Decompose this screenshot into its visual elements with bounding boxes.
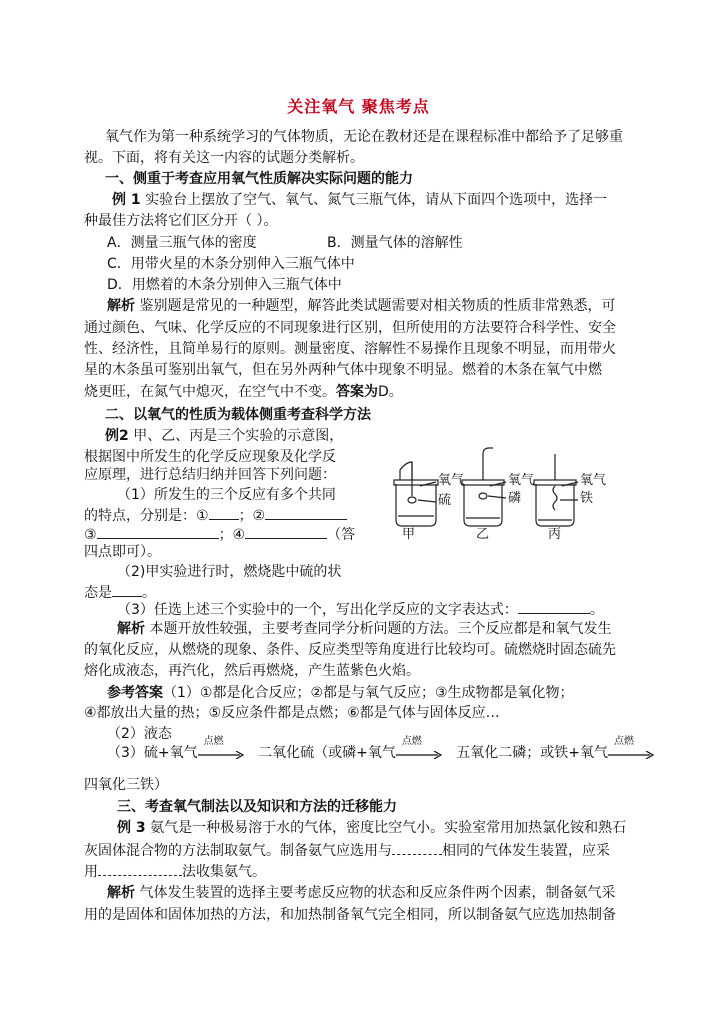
- example-2-question-line-2: 根据图中所发生的化学反应现象及化学反: [84, 449, 336, 465]
- reaction-arrow-1: [198, 736, 244, 760]
- equation-continuation: 四氧化三铁）: [84, 777, 168, 793]
- example-3-question-text: 氨气是一种极易溶于水的气体，密度比空气小。实验室常用加热氯化铵和熟石: [150, 820, 627, 836]
- q1-prompt: 的特点，分别是：①: [84, 508, 209, 524]
- reference-answer-label: 参考答案: [107, 685, 163, 701]
- blank-6[interactable]: [518, 599, 590, 614]
- analysis-2-line-2: 的氧化反应，从燃烧的现象、条件、反应类型等角度进行比较均可。硫燃烧时固态硫先: [84, 642, 616, 658]
- example-1-question-line-2: 种最佳方法将它们区分开（ ）。: [84, 213, 278, 229]
- example-3-question-line-2: [84, 840, 610, 860]
- example-2-question-text: 甲、乙、丙是三个实验的示意图，: [133, 428, 344, 444]
- figure-caption-jia: 甲: [402, 527, 416, 542]
- page-title: 关注氧气 聚焦考点: [287, 97, 430, 116]
- q2-prompt: 态是: [84, 585, 112, 601]
- intro-line-1: 氧气作为第一种系统学习的气体物质，无论在教材还是在课程标准中都给予了足够重: [105, 129, 623, 145]
- q1-line-3: [84, 524, 355, 544]
- blank-5[interactable]: [112, 582, 142, 597]
- analysis-3-label: 解析: [107, 885, 135, 901]
- reaction-condition-1: 点燃: [203, 736, 224, 747]
- option-a: A．测量三瓶气体的密度: [107, 235, 257, 251]
- answer-label: 答案为: [336, 384, 378, 400]
- section-2-heading: 二、以氧气的性质为载体侧重考查科学方法: [105, 407, 371, 423]
- analysis-1-line-2: 通过颜色、气味、化学反应的不同现象进行区别，但所使用的方法要符合科学性、安全: [84, 320, 616, 336]
- section-1-heading: 一、侧重于考查应用氧气性质解决实际问题的能力: [105, 171, 413, 187]
- intro-line-2: 视。下面，将有关这一内容的试题分类解析。: [84, 150, 364, 166]
- figure-caption-yi: 乙: [476, 527, 490, 542]
- q2-end: 。: [142, 585, 156, 601]
- answer-value: D。: [378, 384, 403, 400]
- analysis-1-text: 鉴别题是常见的一种题型，解答此类试题需要对相关物质的性质非常熟悉，可: [139, 298, 616, 314]
- reference-answer-line-1: [107, 684, 574, 702]
- reference-answer-2: （2）液态: [107, 726, 172, 742]
- option-c: C．用带火星的木条分别伸入三瓶气体中: [107, 256, 355, 272]
- example-2-label: 例2: [105, 428, 129, 444]
- example-1-label: 例 1: [112, 192, 141, 208]
- q1-line-1: （1）所发生的三个反应有多个共同: [117, 487, 336, 503]
- equation-reactants-2: 二氧化硫（或磷+氧气: [258, 745, 396, 761]
- reaction-condition-2: 点燃: [401, 736, 422, 747]
- q3-line: [117, 599, 604, 619]
- analysis-2-text: 本题开放性较强，主要考查同学分析问题的方法。三个反应都是和氧气发生: [149, 621, 612, 637]
- q1-sep-3: ③: [84, 527, 97, 543]
- experiment-figure: [388, 446, 618, 546]
- reaction-arrow-2: [396, 736, 442, 760]
- figure-label-iron: 铁: [580, 491, 594, 506]
- blank-8[interactable]: [98, 861, 182, 876]
- reaction-condition-3: 点燃: [614, 736, 635, 747]
- analysis-3-line-1: [107, 884, 615, 902]
- blank-3[interactable]: [97, 524, 219, 539]
- example-2-question-line-3: 应原理，进行总结归纳并回答下列问题：: [84, 467, 336, 483]
- q3-end: 。: [589, 602, 604, 618]
- option-d: D．用燃着的木条分别伸入三瓶气体中: [107, 277, 342, 293]
- figure-label-o2-bing: 氧气: [580, 473, 607, 488]
- analysis-1-line-1: [107, 297, 615, 315]
- section-3-heading: 三、考查氧气制法以及知识和方法的迁移能力: [117, 799, 397, 815]
- example-3-question-c: 相同的气体发生装置，应采: [442, 843, 610, 859]
- analysis-1-line-3: 性、经济性，且简单易行的原则。测量密度、溶解性不易操作且现象不明显，而用带火: [84, 341, 616, 357]
- analysis-1-label: 解析: [107, 298, 135, 314]
- analysis-1-line-4: 星的木条虽可鉴别出氧气，但在另外两种气体中现象不明显。燃着的木条在氧气中燃: [84, 362, 602, 378]
- q1-line-2: [84, 505, 347, 525]
- example-3-label: 例 3: [117, 820, 146, 836]
- example-1-question-text: 实验台上摆放了空气、氧气、氮气三瓶气体，请从下面四个选项中，选择一: [145, 192, 608, 208]
- equation-line: [107, 736, 654, 766]
- example-3-question-e: 法收集氨气。: [182, 864, 266, 880]
- figure-label-phosphorus: 磷: [508, 491, 522, 506]
- arrow-icon: [608, 751, 654, 759]
- analysis-1-line-5: [84, 383, 403, 401]
- q1-paren: （答: [327, 527, 356, 543]
- arrow-icon: [396, 751, 442, 759]
- reference-answer-line-2: ④都放出大量的热；⑤反应条件都是点燃；⑥都是气体与固体反应…: [84, 705, 500, 721]
- example-1-question-line-1: [112, 191, 607, 209]
- q1-sep-2: ；②: [238, 508, 266, 524]
- example-3-question-line-1: [117, 819, 626, 837]
- analysis-3-text: 气体发生装置的选择主要考虑反应物的状态和反应条件两个因素，制备氨气采: [139, 885, 616, 901]
- example-3-question-d: 用: [84, 864, 98, 880]
- analysis-2-line-3: 熔化成液态，再汽化，然后再燃烧，产生蓝紫色火焰。: [84, 663, 420, 679]
- analysis-2-label: 解析: [117, 621, 145, 637]
- example-3-question-b: 灰固体混合物的方法制取氨气。制备氨气应选用与: [84, 843, 392, 859]
- equation-reactants-3: 五氧化二磷；或铁+氧气: [456, 745, 609, 761]
- figure-label-o2-yi: 氧气: [508, 473, 535, 488]
- q2-line-1: （2)甲实验进行时，燃烧匙中硫的状: [117, 564, 342, 580]
- figure-label-o2-jia: 氧气: [438, 473, 465, 488]
- analysis-2-line-1: [117, 620, 611, 638]
- analysis-1-text-end: 烧更旺，在氮气中熄灭，在空气中不变。: [84, 384, 336, 400]
- reference-answer-1a: （1）①都是化合反应；②都是与氧气反应；③生成物都是氧化物；: [163, 685, 574, 701]
- blank-7[interactable]: [392, 840, 442, 855]
- example-2-question-line-1: [105, 427, 343, 445]
- q1-sep-4: ；④: [218, 527, 246, 543]
- figure-label-sulfur: 硫: [438, 493, 452, 508]
- figure-caption-bing: 丙: [548, 527, 562, 542]
- equation-reactants-1: （3）硫+氧气: [107, 745, 198, 761]
- q1-line-4: 四点即可）。: [84, 544, 161, 560]
- arrow-icon: [198, 751, 244, 759]
- option-b: B．测量气体的溶解性: [327, 235, 463, 251]
- blank-2[interactable]: [265, 505, 347, 520]
- blank-4[interactable]: [245, 524, 327, 539]
- q3-prompt: （3）任选上述三个实验中的一个，写出化学反应的文字表达式：: [117, 602, 518, 618]
- example-3-question-line-3: [84, 861, 266, 881]
- analysis-3-line-2: 用的是固体和固体加热的方法，和加热制备氧气完全相同，所以制备氨气应选加热制备: [84, 907, 616, 923]
- reaction-arrow-3: [608, 736, 654, 760]
- blank-1[interactable]: [209, 505, 239, 520]
